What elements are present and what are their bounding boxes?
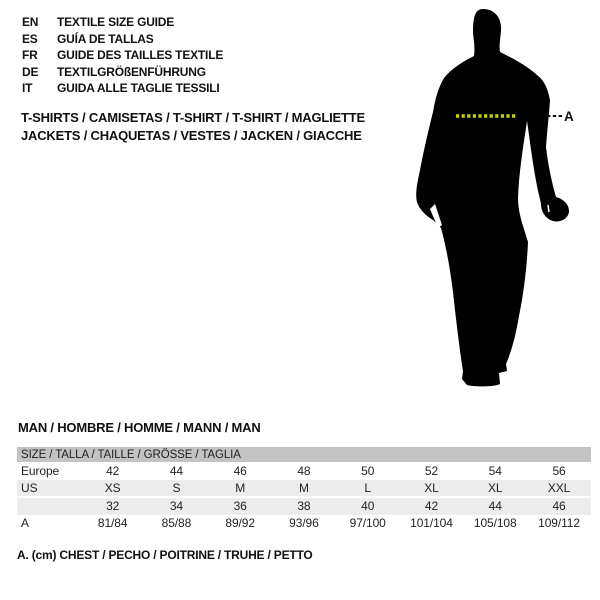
size-cell: XXL xyxy=(547,480,571,495)
language-code: DE xyxy=(22,64,39,79)
row-label: Europe xyxy=(21,463,60,478)
category-line-jackets: JACKETS / CHAQUETAS / VESTES / JACKEN / GIACCHE xyxy=(21,128,362,143)
language-row xyxy=(22,64,223,81)
size-cell: 54 xyxy=(488,463,502,478)
size-cell: 44 xyxy=(169,463,183,478)
size-cell: 36 xyxy=(208,497,272,515)
size-cell: 32 xyxy=(81,497,145,515)
size-cell: 38 xyxy=(272,497,336,515)
row-label xyxy=(17,497,81,515)
size-cell: S xyxy=(172,480,181,495)
gender-section-title: MAN / HOMBRE / HOMME / MANN / MAN xyxy=(18,420,261,435)
man-silhouette-svg xyxy=(400,0,600,400)
size-row-us xyxy=(17,480,591,498)
size-cell: L xyxy=(364,480,371,495)
size-cell: 48 xyxy=(297,463,311,478)
size-cell: 93/96 xyxy=(289,516,319,531)
man-silhouette-figure xyxy=(400,0,600,400)
size-cell: 85/88 xyxy=(161,516,192,531)
size-cell: 42 xyxy=(106,463,120,478)
size-row-europe xyxy=(17,462,591,480)
size-cell: 42 xyxy=(400,497,464,515)
language-code: EN xyxy=(22,15,39,29)
size-cell: XS xyxy=(104,480,121,495)
size-cell: M xyxy=(298,480,309,495)
category-lines xyxy=(21,109,365,145)
size-cell: 109/112 xyxy=(538,516,580,531)
size-cell: XL xyxy=(488,480,503,495)
measurement-footnote: A. (cm) CHEST / PECHO / POITRINE / TRUHE / PETTO xyxy=(17,548,313,562)
size-table-header-row xyxy=(17,447,591,462)
size-cell: 50 xyxy=(361,463,375,478)
size-cell: 105/108 xyxy=(473,516,517,531)
size-row-us-numeric xyxy=(17,497,591,515)
row-label: US xyxy=(21,480,38,495)
language-label: GUÍA DE TALLAS xyxy=(57,31,154,46)
language-label: GUIDA ALLE TAGLIE TESSILI xyxy=(57,81,220,96)
size-cell: XL xyxy=(424,480,439,495)
size-cell: 46 xyxy=(527,497,591,515)
size-cell: 89/92 xyxy=(225,516,255,531)
language-code: FR xyxy=(22,48,38,63)
size-table xyxy=(17,447,591,532)
hand-thumb-notch xyxy=(548,205,549,212)
language-row xyxy=(22,14,223,31)
language-row xyxy=(22,80,223,97)
size-row-chest-cm xyxy=(17,515,591,533)
measure-label-a: A xyxy=(564,109,574,124)
size-cell: 81/84 xyxy=(97,516,128,531)
language-list xyxy=(22,14,223,97)
size-cell: 52 xyxy=(424,463,439,478)
size-cell: 97/100 xyxy=(349,516,386,531)
language-row xyxy=(22,31,223,48)
size-cell: 34 xyxy=(145,497,209,515)
language-row xyxy=(22,47,223,64)
language-label: TEXTILGRÖßENFÜHRUNG xyxy=(57,64,206,79)
man-silhouette xyxy=(416,9,569,386)
language-code: ES xyxy=(22,31,38,46)
size-cell: 101/104 xyxy=(410,516,453,531)
category-line-tshirts: T-SHIRTS / CAMISETAS / T-SHIRT / T-SHIRT / MAGLIETTE xyxy=(21,110,365,125)
language-label: GUIDE DES TAILLES TEXTILE xyxy=(57,48,224,63)
size-cell: 40 xyxy=(336,497,400,515)
size-table-header: SIZE / TALLA / TAILLE / GRÖSSE / TAGLIA xyxy=(17,447,591,462)
size-cell: M xyxy=(235,480,246,495)
language-label: TEXTILE SIZE GUIDE xyxy=(57,15,175,29)
size-cell: 56 xyxy=(552,463,566,478)
size-cell: 44 xyxy=(463,497,527,515)
language-code: IT xyxy=(22,81,33,96)
size-cell: 46 xyxy=(233,463,247,478)
row-label: A xyxy=(21,516,29,531)
